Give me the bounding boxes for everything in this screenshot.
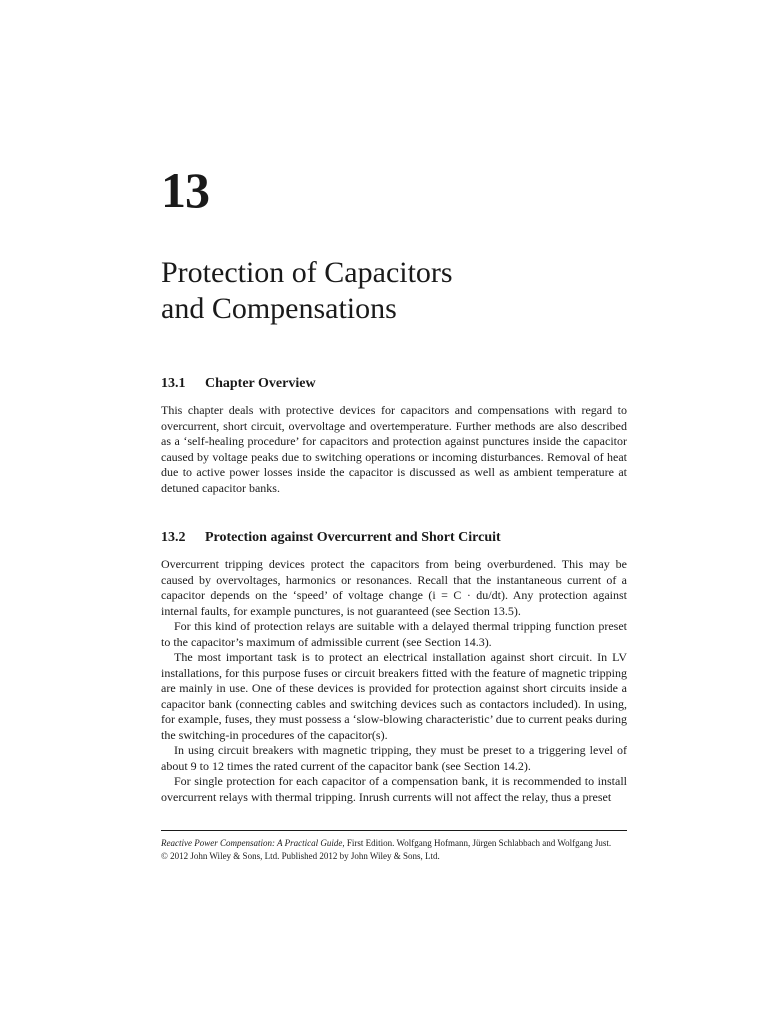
paragraph: Overcurrent tripping devices protect the capacitors from being overburdened. This may be caused by overvoltages, harmonics or resonances. Recall that the instantaneous current of a capacitor depends on the ‘speed’ of voltage change (i = C · du/dt). Any protection against internal faults, for example punctures, is not guaranteed (see Section 13.5). [161, 557, 627, 618]
paragraph: In using circuit breakers with magnetic tripping, they must be preset to a triggering level of about 9 to 12 times the rated current of the capacitor bank (see Section 14.2). [161, 743, 627, 773]
book-title: Reactive Power Compensation: A Practical Guide [161, 838, 343, 848]
chapter-title-line-1: Protection of Capacitors [161, 256, 453, 289]
copyright-line: © 2012 John Wiley & Sons, Ltd. Published 2012 by John Wiley & Sons, Ltd. [161, 850, 440, 861]
section-heading [161, 375, 627, 393]
edition-authors: , First Edition. Wolfgang Hofmann, Jürgen Schlabbach and Wolfgang Just. [342, 838, 612, 848]
paragraph: The most important task is to protect an electrical installation against short circuit. In LV installations, for this purpose fuses or circuit breakers fitted with the feature of magnetic tripping are mainly in use. One of these devices is provided for protection against short circuits inside a capacitor bank (connecting cables and switching devices such as contactors included). In using, for example, fuses, they must possess a ‘slow-blowing characteristic’ due to current peaks during the switching-in procedures of the capacitor(s). [161, 650, 627, 742]
section-number: 13.2 [161, 530, 186, 545]
section-title: Protection against Overcurrent and Short Circuit [205, 530, 501, 545]
paragraph: For this kind of protection relays are suitable with a delayed thermal tripping function preset to the capacitor’s maximum of admissible current (see Section 14.3). [161, 619, 627, 649]
section-number: 13.1 [161, 376, 186, 391]
footer [161, 837, 631, 862]
chapter-title [161, 255, 681, 327]
footer-divider [161, 830, 627, 831]
chapter-title-line-2: and Compensations [161, 292, 397, 325]
footer-citation [161, 837, 631, 850]
section-title: Chapter Overview [205, 376, 316, 391]
paragraph: This chapter deals with protective devices for capacitors and compensations with regard to overcurrent, short circuit, overvoltage and overtemperature. Further methods are also described as a ‘self-healing procedure’ for capacitors and protection against punctures inside the capacitor caused by voltage peaks due to switching operations or incoming disturbances. Removal of heat due to active power losses inside the capacitor is discussed as well as ambient temperature at detuned capacitor banks. [161, 403, 627, 495]
section-heading [161, 529, 627, 547]
paragraph: For single protection for each capacitor of a compensation bank, it is recommended to install overcurrent relays with thermal tripping. Inrush currents will not affect the relay, thus a preset [161, 774, 627, 804]
section-13-1 [161, 375, 627, 496]
section-13-2 [161, 529, 627, 805]
chapter-number: 13 [161, 162, 209, 218]
